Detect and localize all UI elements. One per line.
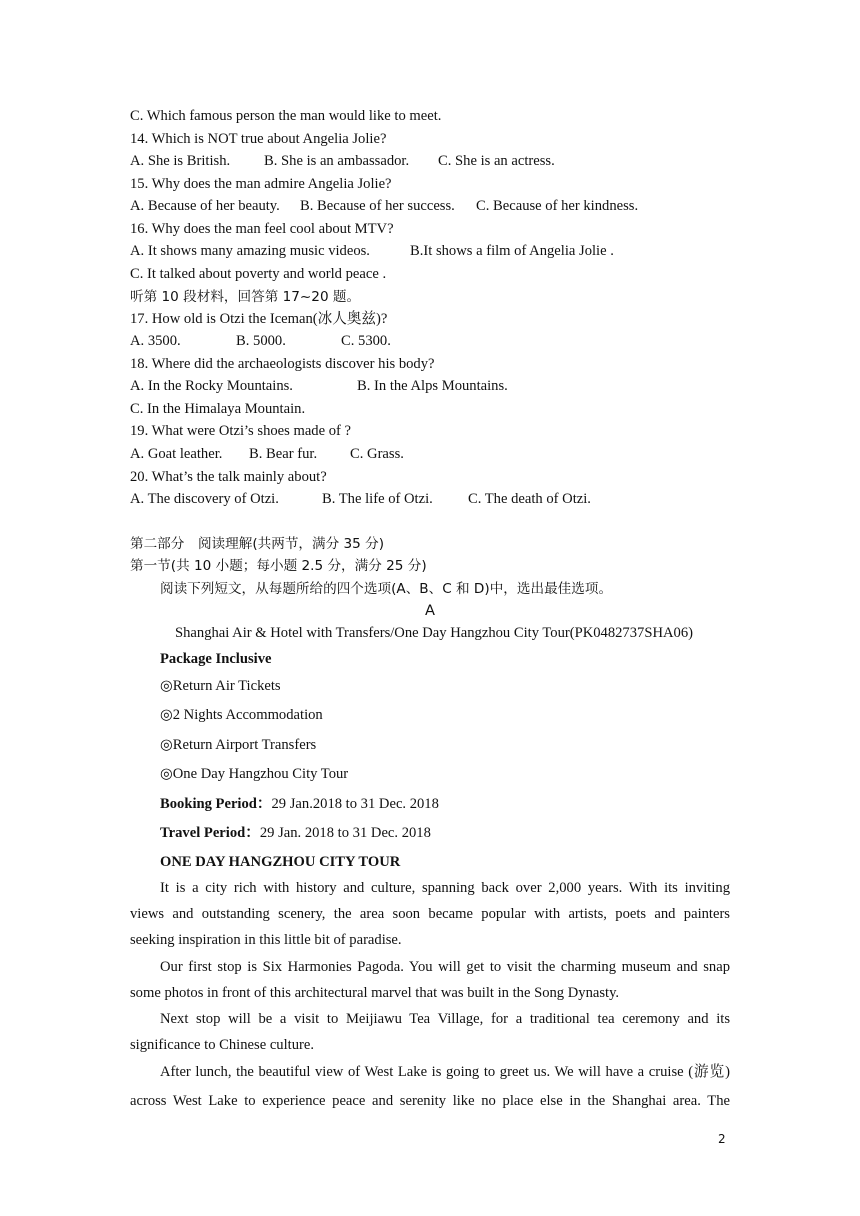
- paragraph-2-line: some photos in front of this architectural marvel that was built in the Song Dynasty.: [130, 985, 620, 1001]
- q19-options: [130, 445, 404, 463]
- travel-period-label: Travel Period：: [160, 825, 260, 841]
- q19-option-a: A. Goat leather.: [130, 446, 223, 462]
- q13-option-c: C. Which famous person the man would like to meet.: [130, 108, 442, 124]
- travel-period: [160, 824, 431, 842]
- passage-title: Shanghai Air & Hotel with Transfers/One Day Hangzhou City Tour(PK0482737SHA06): [175, 625, 693, 641]
- q20-options: [130, 490, 591, 508]
- q14-options: [130, 152, 555, 170]
- q15-options: [130, 197, 638, 215]
- part-two-title: 第二部分 阅读理解(共两节，满分 35 分): [130, 536, 385, 552]
- paragraph-1-line: It is a city rich with history and culture, spanning back over 2,000 years. With its inviting: [160, 880, 730, 896]
- package-item: ◎Return Airport Transfers: [160, 737, 317, 753]
- travel-period-value: 29 Jan. 2018 to 31 Dec. 2018: [259, 825, 431, 841]
- paragraph-1-line: views and outstanding scenery, the area soon became popular with artists, poets and painters: [130, 906, 730, 922]
- q20-stem: 20. What’s the talk mainly about?: [130, 469, 327, 485]
- section-one-title: 第一节(共 10 小题；每小题 2.5 分，满分 25 分): [130, 558, 427, 574]
- q17-option-b: B. 5000.: [236, 333, 286, 349]
- paragraph-4-line: After lunch, the beautiful view of West Lake is going to greet us. We will have a cruise (游览): [160, 1064, 730, 1080]
- q20-option-c: C. The death of Otzi.: [468, 491, 591, 507]
- reading-instruction: 阅读下列短文，从每题所给的四个选项(A、B、C 和 D)中，选出最佳选项。: [160, 581, 613, 597]
- package-item: ◎2 Nights Accommodation: [160, 707, 323, 723]
- q17-stem: 17. How old is Otzi the Iceman(冰人奥兹)?: [130, 311, 388, 327]
- booking-period-label: Booking Period：: [160, 796, 272, 812]
- q17-option-a: A. 3500.: [130, 333, 181, 349]
- q16-option-b: B.It shows a film of Angelia Jolie .: [410, 243, 614, 259]
- q20-option-b: B. The life of Otzi.: [322, 491, 433, 507]
- booking-period-value: 29 Jan.2018 to 31 Dec. 2018: [271, 796, 439, 812]
- paragraph-4-line: across West Lake to experience peace and serenity like no place else in the Shanghai area. The: [130, 1093, 730, 1109]
- q14-option-b: B. She is an ambassador.: [264, 153, 410, 169]
- q19-option-b: B. Bear fur.: [249, 446, 318, 462]
- q15-option-a: A. Because of her beauty.: [130, 198, 280, 214]
- paragraph-2-line: Our first stop is Six Harmonies Pagoda. You will get to visit the charming museum and snap: [160, 959, 730, 975]
- paragraph-3-line: significance to Chinese culture.: [130, 1037, 314, 1053]
- booking-period: [160, 795, 439, 813]
- q14-option-a: A. She is British.: [130, 153, 231, 169]
- q20-option-a: A. The discovery of Otzi.: [130, 491, 279, 507]
- package-item: ◎One Day Hangzhou City Tour: [160, 766, 349, 782]
- q16-option-c: C. It talked about poverty and world peace .: [130, 266, 387, 282]
- package-heading: Package Inclusive: [160, 651, 272, 667]
- q17-option-c: C. 5300.: [341, 333, 391, 349]
- tour-heading: ONE DAY HANGZHOU CITY TOUR: [160, 854, 401, 870]
- section-10-instruction: 听第 10 段材料，回答第 17~20 题。: [130, 289, 361, 305]
- q19-stem: 19. What were Otzi’s shoes made of ?: [130, 423, 352, 439]
- q16-stem: 16. Why does the man feel cool about MTV?: [130, 221, 394, 237]
- q16-option-a: A. It shows many amazing music videos.: [130, 243, 370, 259]
- q19-option-c: C. Grass.: [350, 446, 404, 462]
- q15-option-c: C. Because of her kindness.: [476, 198, 639, 214]
- package-item: ◎Return Air Tickets: [160, 678, 281, 694]
- q18-option-a: A. In the Rocky Mountains.: [130, 378, 293, 394]
- q15-option-b: B. Because of her success.: [300, 198, 455, 214]
- q17-options: [130, 332, 391, 350]
- paragraph-3-line: Next stop will be a visit to Meijiawu Tea Village, for a traditional tea ceremony and its: [160, 1011, 730, 1027]
- q18-option-c: C. In the Himalaya Mountain.: [130, 401, 306, 417]
- page-number: 2: [718, 1132, 726, 1146]
- q18-option-b: B. In the Alps Mountains.: [357, 378, 508, 394]
- q18-stem: 18. Where did the archaeologists discover his body?: [130, 356, 435, 372]
- q14-option-c: C. She is an actress.: [438, 153, 555, 169]
- q16-options: [130, 242, 614, 260]
- q15-stem: 15. Why does the man admire Angelia Jolie?: [130, 176, 392, 192]
- paragraph-1-line: seeking inspiration in this little bit of paradise.: [130, 932, 402, 948]
- passage-letter: A: [425, 602, 435, 619]
- q14-stem: 14. Which is NOT true about Angelia Jolie?: [130, 131, 387, 147]
- q18-options: [130, 377, 508, 395]
